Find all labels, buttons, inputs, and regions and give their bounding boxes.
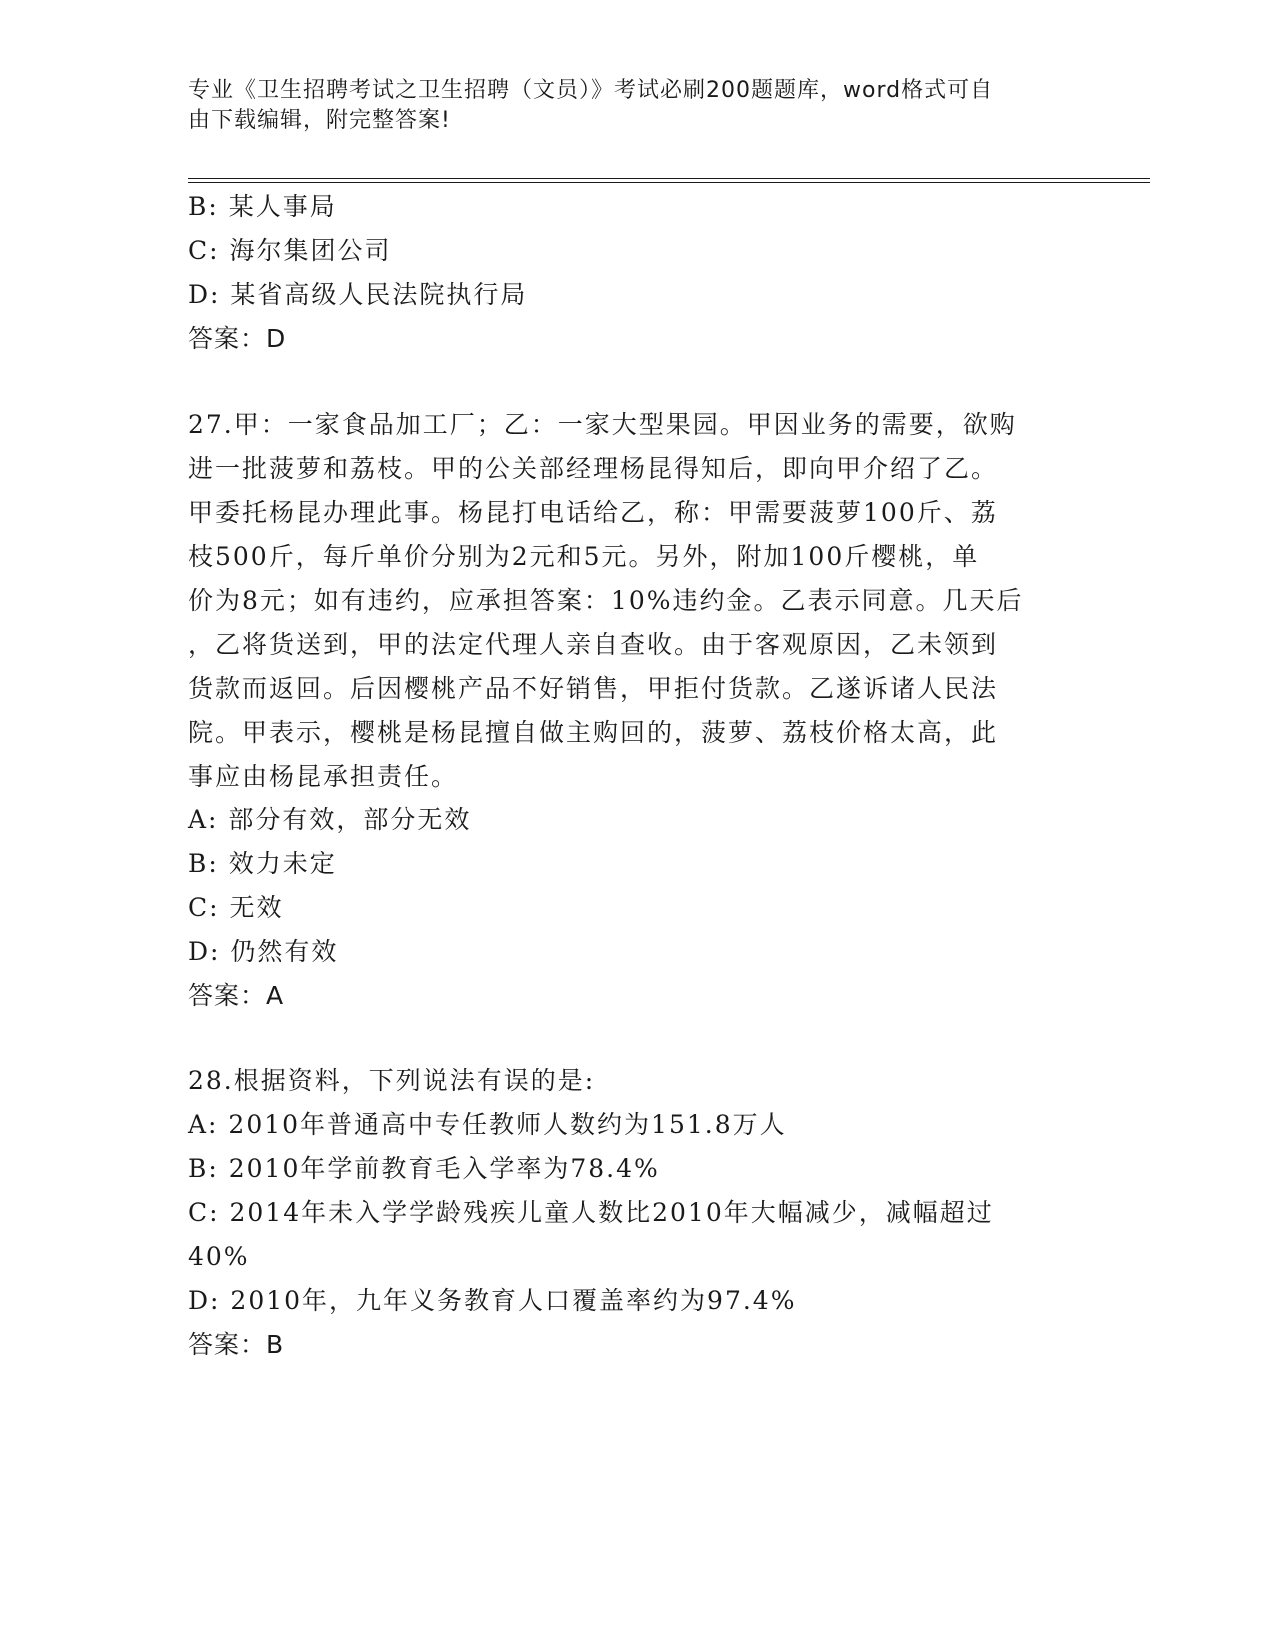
- q27-option-d: D: 仍然有效: [188, 937, 339, 966]
- q26-option-c: C: 海尔集团公司: [188, 236, 392, 265]
- q28-stem: 28.根据资料，下列说法有误的是:: [188, 1066, 596, 1095]
- header-line-1: 专业《卫生招聘考试之卫生招聘（文员）》考试必刷200题题库，word格式可自: [188, 78, 994, 103]
- q27-answer: 答案：A: [188, 981, 285, 1010]
- document-header: [188, 76, 1068, 136]
- q28-answer: 答案：B: [188, 1330, 285, 1359]
- q27-option-c: C: 无效: [188, 893, 284, 922]
- q26-option-d: D: 某省高级人民法院执行局: [188, 280, 528, 309]
- q27-stem-line: 货款而返回。后因樱桃产品不好销售，甲拒付货款。乙遂诉诸人民法: [188, 674, 999, 703]
- q26-answer: 答案：D: [188, 324, 287, 353]
- q27-stem-line: 枝500斤，每斤单价分别为2元和5元。另外，附加100斤樱桃，单: [188, 542, 980, 571]
- header-divider-top: [188, 178, 1150, 179]
- q28-option-c: C: 2014年未入学学龄残疾儿童人数比2010年大幅减少，减幅超过: [188, 1198, 994, 1227]
- q28-option-a: A: 2010年普通高中专任教师人数约为151.8万人: [188, 1110, 787, 1139]
- header-divider-bottom: [188, 182, 1150, 183]
- q27-stem-line: 院。甲表示，樱桃是杨昆擅自做主购回的，菠萝、荔枝价格太高，此: [188, 718, 999, 747]
- q28-option-d: D: 2010年，九年义务教育人口覆盖率约为97.4%: [188, 1286, 797, 1315]
- q27-stem-line: 价为8元；如有违约，应承担答案：10%违约金。乙表示同意。几天后: [188, 586, 1024, 615]
- q26-option-b: B: 某人事局: [188, 192, 337, 221]
- q28-option-c-continued: 40%: [188, 1242, 250, 1271]
- q28-option-b: B: 2010年学前教育毛入学率为78.4%: [188, 1154, 660, 1183]
- q27-option-b: B: 效力未定: [188, 849, 337, 878]
- header-line-2: 由下载编辑，附完整答案!: [188, 108, 451, 133]
- q27-option-a: A: 部分有效，部分无效: [188, 805, 472, 834]
- q27-stem-line: 27.甲：一家食品加工厂；乙：一家大型果园。甲因业务的需要，欲购: [188, 410, 1017, 439]
- q27-stem-line: ，乙将货送到，甲的法定代理人亲自查收。由于客观原因，乙未领到: [188, 630, 999, 659]
- q27-stem-line: 事应由杨昆承担责任。: [188, 762, 459, 791]
- q27-stem-line: 进一批菠萝和荔枝。甲的公关部经理杨昆得知后，即向甲介绍了乙。: [188, 454, 999, 483]
- q27-stem-line: 甲委托杨昆办理此事。杨昆打电话给乙，称：甲需要菠萝100斤、荔: [188, 498, 998, 527]
